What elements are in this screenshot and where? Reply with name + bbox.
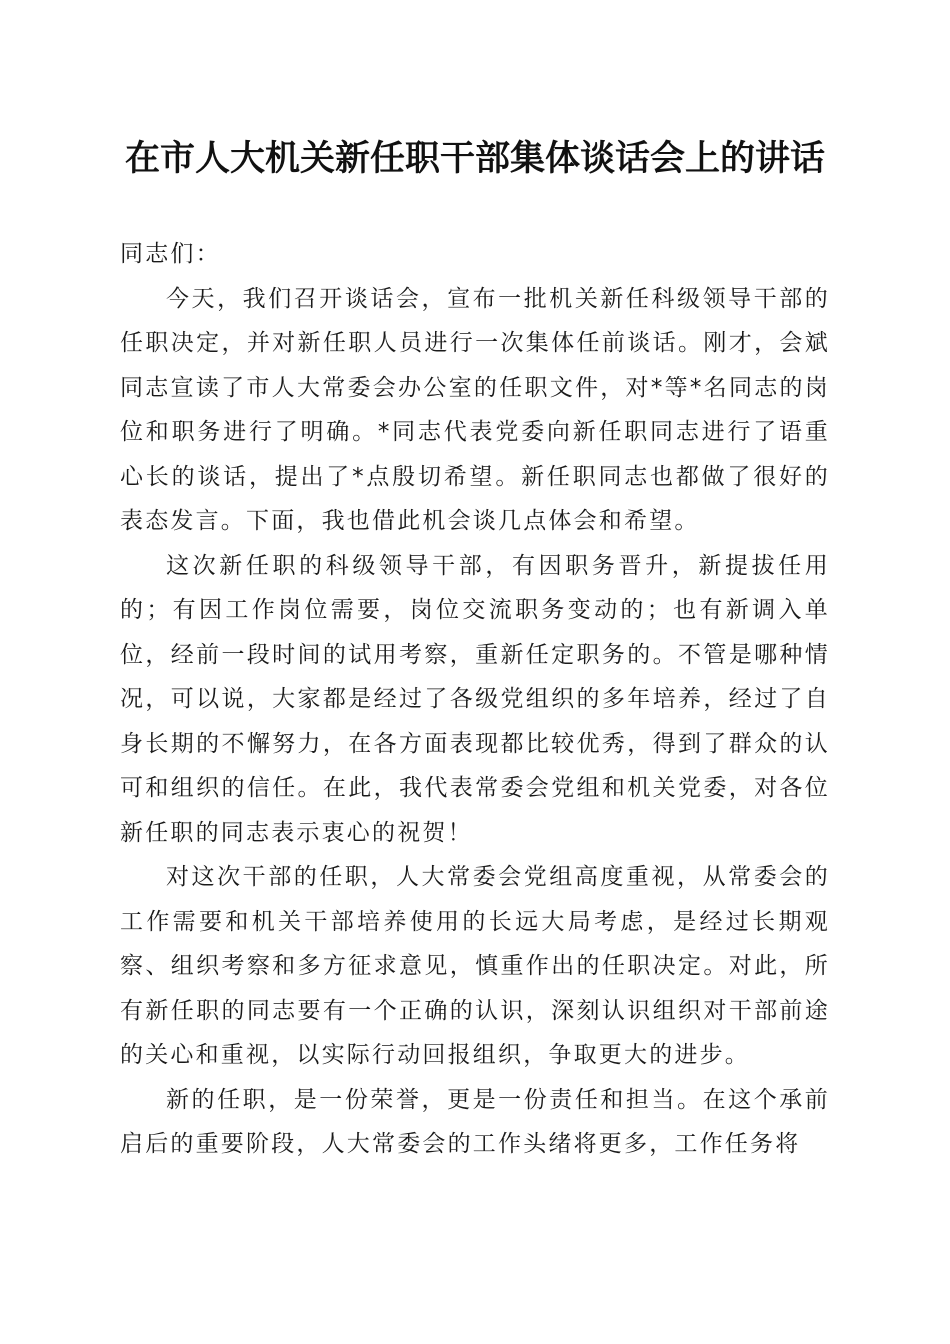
paragraph-3: 对这次干部的任职，人大常委会党组高度重视，从常委会的工作需要和机关干部培养使用的长远大局考虑，是经过长期观察、组织考察和多方征求意见，慎重作出的任职决定。对此，所有新任职的同志要有一个正确的认识，深刻认识组织对干部前途的关心和重视，以实际行动回报组织，争取更大的进步。: [120, 864, 830, 1068]
paragraph-2: 这次新任职的科级领导干部，有因职务晋升，新提拔任用的；有因工作岗位需要，岗位交流职务变动的；也有新调入单位，经前一段时间的试用考察，重新任定职务的。不管是哪种情况，可以说，大家都是经过了各级党组织的多年培养，经过了自身长期的不懈努力，在各方面表现都比较优秀，得到了群众的认可和组织的信任。在此，我代表常委会党组和机关党委，对各位新任职的同志表示衷心的祝贺！: [120, 552, 830, 846]
document-title: 在市人大机关新任职干部集体谈话会上的讲话: [124, 138, 825, 179]
paragraph-1: 今天，我们召开谈话会，宣布一批机关新任科级领导干部的任职决定，并对新任职人员进行一次集体任前谈话。刚才，会斌同志宣读了市人大常委会办公室的任职文件，对*等*名同志的岗位和职务进行了明确。*同志代表党委向新任职同志进行了语重心长的谈话，提出了*点殷切希望。新任职同志也都做了很好的表态发言。下面，我也借此机会谈几点体会和希望。: [120, 285, 830, 534]
paragraph-4: 新的任职，是一份荣誉，更是一份责任和担当。在这个承前启后的重要阶段，人大常委会的工作头绪将更多，工作任务将: [120, 1086, 830, 1157]
salutation: 同志们：: [120, 241, 221, 267]
document-body: [120, 232, 830, 1167]
